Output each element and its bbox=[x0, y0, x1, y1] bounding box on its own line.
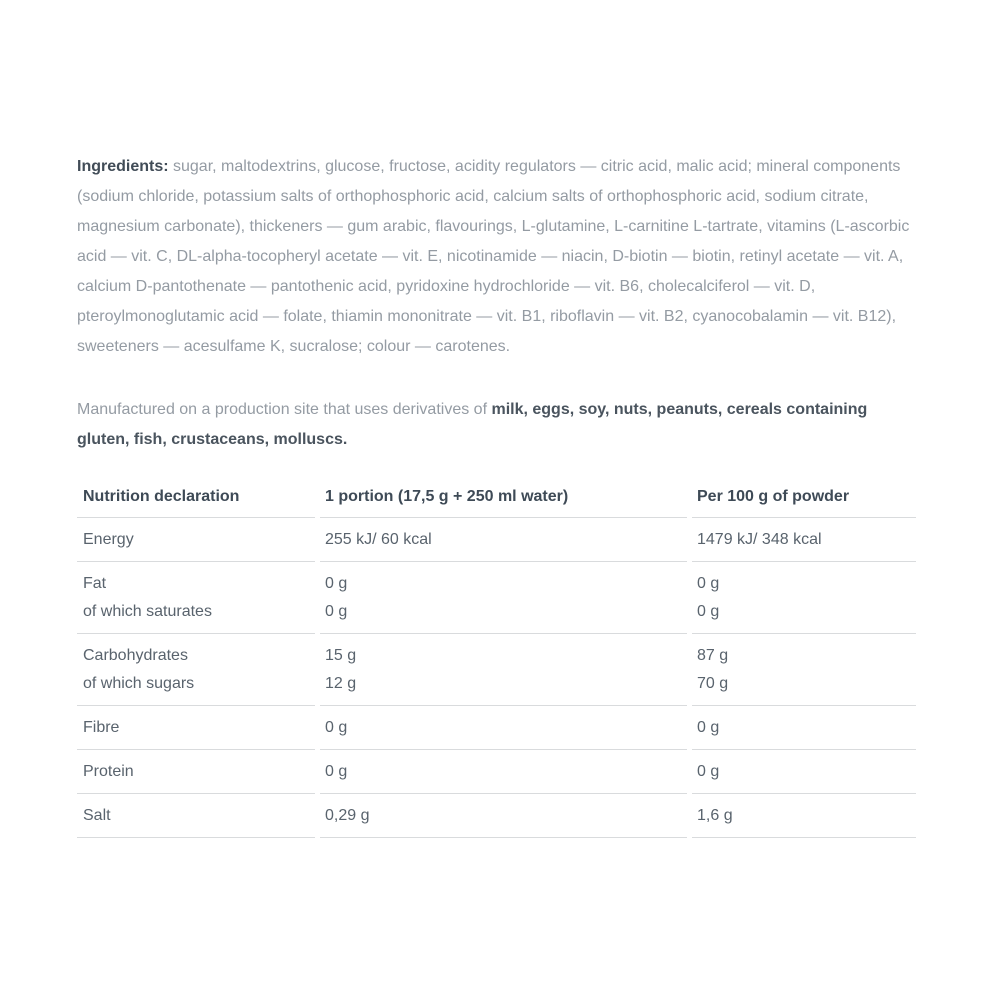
header-nutrition-declaration bbox=[77, 483, 315, 518]
portion-subvalue: 0 g bbox=[325, 603, 348, 620]
per100-value: 0 g bbox=[697, 763, 720, 780]
table-row-fat bbox=[77, 562, 916, 634]
per100-value-cell bbox=[692, 750, 916, 794]
per100-value-cell bbox=[692, 634, 916, 706]
portion-value-cell bbox=[320, 706, 687, 750]
per100-value-cell bbox=[692, 562, 916, 634]
per100-value: 0 g bbox=[697, 719, 720, 736]
portion-value-cell bbox=[320, 634, 687, 706]
portion-value: 0 g bbox=[325, 763, 348, 780]
allergen-list: milk, eggs, soy, nuts, peanuts, cereals containing gluten, fish, crustaceans, molluscs. bbox=[77, 401, 868, 448]
row-label-cell bbox=[77, 634, 315, 706]
row-label-cell bbox=[77, 750, 315, 794]
header-per-portion bbox=[320, 483, 687, 518]
table-row-fibre bbox=[77, 706, 916, 750]
row-label: Energy bbox=[83, 531, 134, 548]
table-row-energy bbox=[77, 518, 916, 562]
ingredients-text: sugar, maltodextrins, glucose, fructose, acidity regulators — citric acid, malic acid; mineral components (sodium chloride, potassium salts of orthophosphoric acid, calcium salts of orthophosphoric acid, sodium citrate, magnesium carbonate), thickeners — gum arabic, flavourings, L-glutamine, L-carnitine L-tartrate, vitamins (L-ascorbic acid — vit. C, DL-alpha-tocopheryl acetate — vit. E, nicotinamide — niacin, D-biotin — biotin, retinyl acetate — vit. A, calcium D-pantothenate — pantothenic acid, pyridoxine hydrochloride — vit. B6, cholecalciferol — vit. D, pteroylmonoglutamic acid — folate, thiamin mononitrate — vit. B1, riboflavin — vit. B2, cyanocobalamin — vit. B12), sweeteners — acesulfame K, sucralose; colour — carotenes. bbox=[77, 158, 910, 355]
row-label-cell bbox=[77, 518, 315, 562]
allergen-prefix: Manufactured on a production site that uses derivatives of bbox=[77, 401, 492, 418]
header-label: Nutrition declaration bbox=[83, 488, 240, 505]
table-row-salt bbox=[77, 794, 916, 838]
row-label: Carbohydrates bbox=[83, 647, 188, 664]
portion-value: 255 kJ/ 60 kcal bbox=[325, 531, 432, 548]
row-label: Fat bbox=[83, 575, 107, 592]
nutrition-table bbox=[77, 483, 916, 838]
per100-subvalue: 70 g bbox=[697, 675, 729, 692]
per100-value: 1,6 g bbox=[697, 807, 733, 824]
row-sublabel: of which saturates bbox=[83, 603, 212, 620]
row-sublabel: of which sugars bbox=[83, 675, 195, 692]
row-label-cell bbox=[77, 706, 315, 750]
row-label-cell bbox=[77, 794, 315, 838]
portion-value: 0 g bbox=[325, 575, 348, 592]
portion-subvalue: 12 g bbox=[325, 675, 357, 692]
per100-value-cell bbox=[692, 518, 916, 562]
ingredients-label: Ingredients: bbox=[77, 158, 169, 175]
product-info-section bbox=[77, 0, 916, 838]
per100-value: 87 g bbox=[697, 647, 729, 664]
table-row-carbohydrates bbox=[77, 634, 916, 706]
table-row-protein bbox=[77, 750, 916, 794]
row-label: Fibre bbox=[83, 719, 120, 736]
header-label: Per 100 g of powder bbox=[697, 488, 850, 505]
per100-value: 0 g bbox=[697, 575, 720, 592]
portion-value-cell bbox=[320, 750, 687, 794]
per100-value-cell bbox=[692, 794, 916, 838]
header-per-100g bbox=[692, 483, 916, 518]
per100-value: 1479 kJ/ 348 kcal bbox=[697, 531, 822, 548]
nutrition-table-header-row bbox=[77, 483, 916, 518]
per100-subvalue: 0 g bbox=[697, 603, 720, 620]
portion-value: 0 g bbox=[325, 719, 348, 736]
row-label-cell bbox=[77, 562, 315, 634]
row-label: Protein bbox=[83, 763, 134, 780]
portion-value: 0,29 g bbox=[325, 807, 370, 824]
header-label: 1 portion (17,5 g + 250 ml water) bbox=[325, 488, 569, 505]
portion-value-cell bbox=[320, 518, 687, 562]
portion-value-cell bbox=[320, 794, 687, 838]
portion-value-cell bbox=[320, 562, 687, 634]
ingredients-paragraph bbox=[77, 152, 916, 362]
row-label: Salt bbox=[83, 807, 111, 824]
allergen-notice bbox=[77, 395, 916, 455]
portion-value: 15 g bbox=[325, 647, 357, 664]
per100-value-cell bbox=[692, 706, 916, 750]
